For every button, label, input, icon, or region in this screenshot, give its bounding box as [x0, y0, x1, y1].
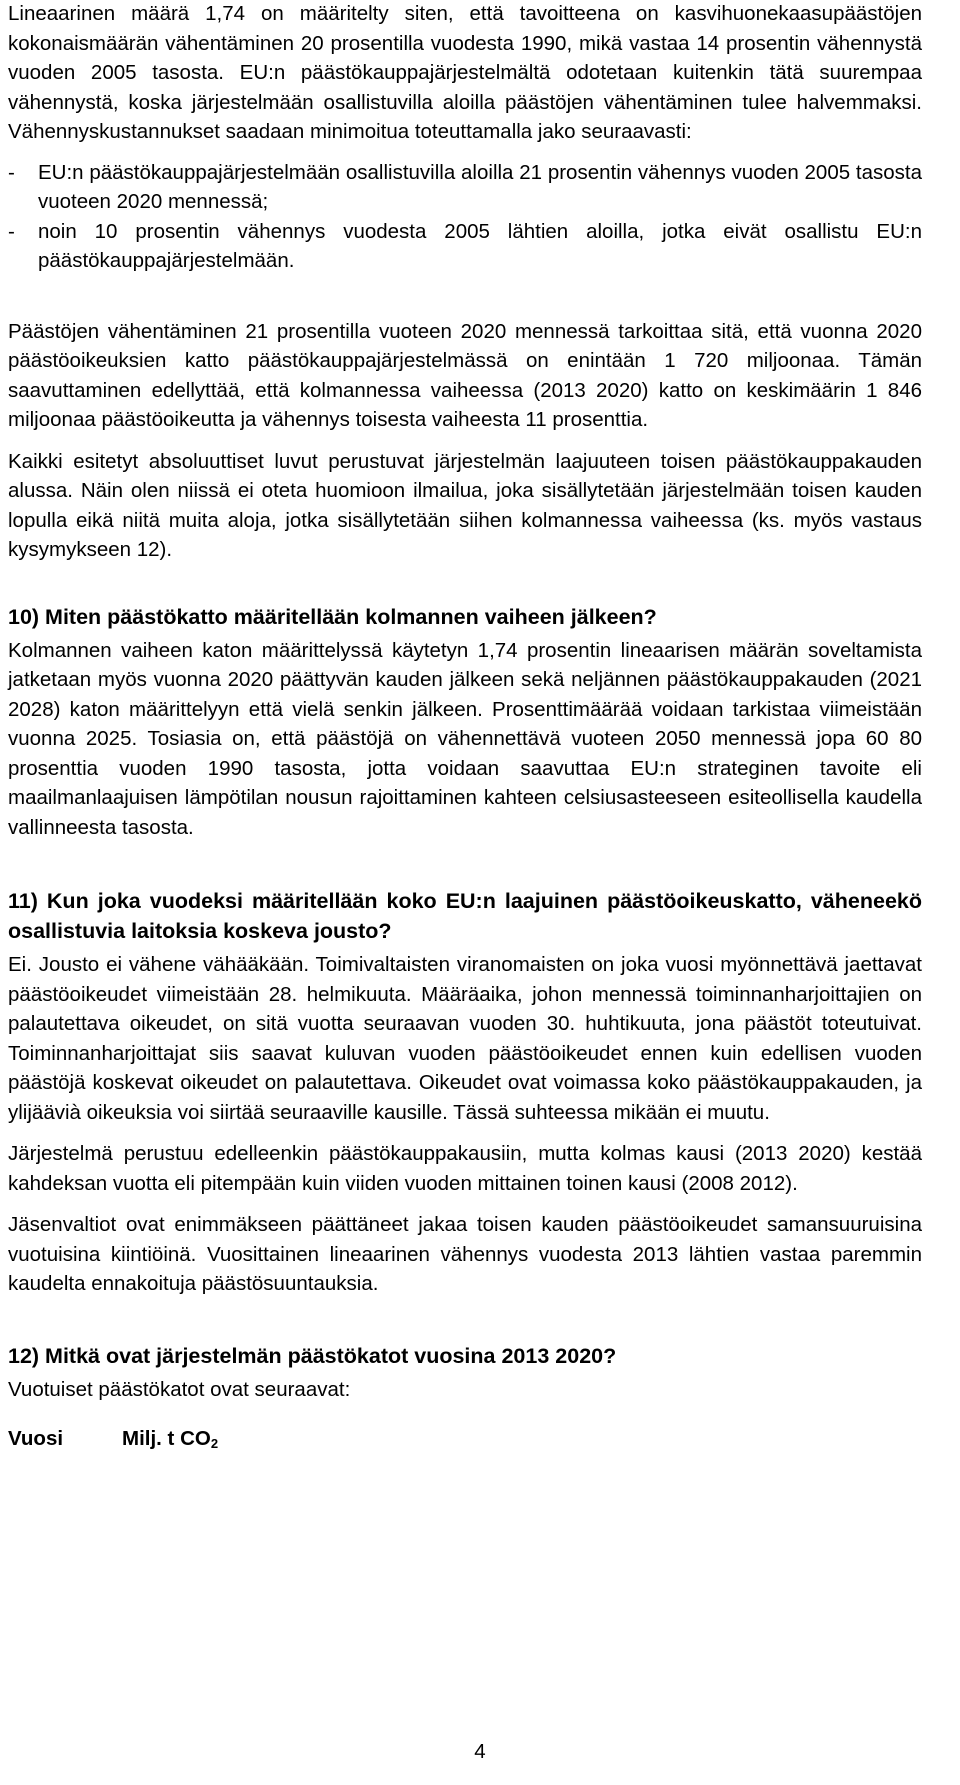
- scope-paragraph: Kaikki esitetyt absoluuttiset luvut perustuvat järjestelmän laajuuteen toisen päästökauppakauden alussa. Näin olen niissä ei oteta huomioon ilmailua, joka sisällytetään järjestelmään toisen kauden lopulla eikä niitä muita aloja, jotka sisällytetään siihen kolmannessa vaiheessa (ks. myös vastaus kysymykseen 12).: [8, 449, 922, 561]
- question-11-answer-3: Jäsenvaltiot ovat enimmäkseen päättäneet jakaa toisen kauden päästöoikeudet samansuuruisina vuotuisina kiintiöinä. Vuosittainen lineaarinen vähennys vuodesta 2013 lähtien vastaa paremmin kaudelta ennakoituja päästösuuntauksia.: [8, 1213, 922, 1295]
- page-number: 4: [474, 1740, 486, 1763]
- intro-paragraph: Lineaarinen määrä 1,74 on määritelty siten, että tavoitteena on kasvihuonekaasupäästöjen kokonaismäärän vähentäminen 20 prosentilla vuodesta 1990, mikä vastaa 14 prosentin vähennystä vuoden 2005 tasosta. EU:n päästökauppajärjestelmältä odotetaan kuitenkin tätä suurempaa vähennystä, koska järjestelmään osallistuvilla aloilla päästöjen vähentäminen tulee halvemmaksi. Vähennyskustannukset saadaan minimoitua toteuttamalla jako seuraavasti:: [8, 2, 922, 143]
- list-item-text: noin 10 prosentin vähennys vuodesta 2005 lähtien aloilla, jotka eivät osallistu EU:n päästökauppajärjestelmään.: [38, 219, 922, 272]
- dash-bullet: -: [8, 160, 15, 184]
- column-header-value: Milj. t $CO_2$: [122, 1427, 219, 1451]
- list-item: [8, 217, 922, 276]
- question-11-answer-1: Ei. Jousto ei vähene vähääkään. Toimivaltaisten viranomaisten on joka vuosi myönnettävä jaettavat päästöoikeudet viimeistään 28. helmikuuta. Määräaika, johon mennessä toiminnanharjoittajien on palautettava oikeudet, on sitä vuotta seuraavan vuoden 30. huhtikuuta, jona päästöt toteutuivat. Toiminnanharjoittajat siis saavat kuluvan vuoden päästöoikeudet ennen kuin edellisen vuoden päästöjä koskevat oikeudet on palautettava. Oikeudet ovat voimassa koko päästökauppakauden, ja ylijäävià oikeuksia voi siirtää seuraaville kausille. Tässä suhteessa mikään ei muutu.: [8, 953, 922, 1124]
- question-11-heading: 11) Kun joka vuodeksi määritellään koko EU:n laajuinen päästöoikeuskatto, väheneekö osallistuvia laitoksia koskeva jousto?: [8, 889, 922, 943]
- list-item: [8, 158, 922, 217]
- cap-paragraph: Päästöjen vähentäminen 21 prosentilla vuoteen 2020 mennessä tarkoittaa sitä, että vuonna 2020 päästöoikeuksien katto päästökauppajärjestelmässä on enintään 1 720 miljoonaa. Tämän saavuttaminen edellyttää, että kolmannessa vaiheessa (2013 2020) katto on keskimäärin 1 846 miljoonaa päästöoikeutta ja vähennys toisesta vaiheesta 11 prosenttia.: [8, 319, 922, 431]
- dash-bullet: -: [8, 219, 15, 243]
- reduction-list: [8, 158, 922, 276]
- question-10-heading: 10) Miten päästökatto määritellään kolmannen vaiheen jälkeen?: [8, 604, 657, 629]
- document-page: [8, 0, 922, 1459]
- list-item-text: EU:n päästökauppajärjestelmään osallistuvilla aloilla 21 prosentin vähennys vuoden 2005 tasosta vuoteen 2020 mennessä;: [38, 160, 922, 213]
- question-10-answer: Kolmannen vaiheen katon määrittelyssä käytetyn 1,74 prosentin lineaarisen määrän soveltamista jatketaan myös vuonna 2020 päättyvän kauden jälkeen sekä neljännen päästökauppakauden (2021 2028) katon määrittelyyn että vielä senkin jälkeen. Prosenttimäärää voidaan tarkistaa viimeistään vuonna 2025. Tosiasia on, että päästöjä on vähennettävä vuoteen 2050 mennessä jopa 60 80 prosenttia vuoden 1990 tasosta, jotta voidaan saavuttaa EU:n strateginen tavoite eli maailmanlaajuisen lämpötilan nousun rajoittaminen kahteen celsiusasteeseen esiteollisella kaudella vallinneesta tasosta.: [8, 638, 922, 839]
- question-12-heading: 12) Mitkä ovat järjestelmän päästökatot vuosina 2013 2020?: [8, 1343, 617, 1368]
- question-12-intro: Vuotuiset päästökatot ovat seuraavat:: [8, 1377, 351, 1401]
- column-header-year: Vuosi: [8, 1427, 64, 1450]
- caps-table-header: [8, 1424, 922, 1459]
- question-11-answer-2: Järjestelmä perustuu edelleenkin päästökauppakausiin, mutta kolmas kausi (2013 2020) kestää kahdeksan vuotta eli pitempään kuin viiden vuoden mittainen toinen kausi (2008 2012).: [8, 1142, 922, 1195]
